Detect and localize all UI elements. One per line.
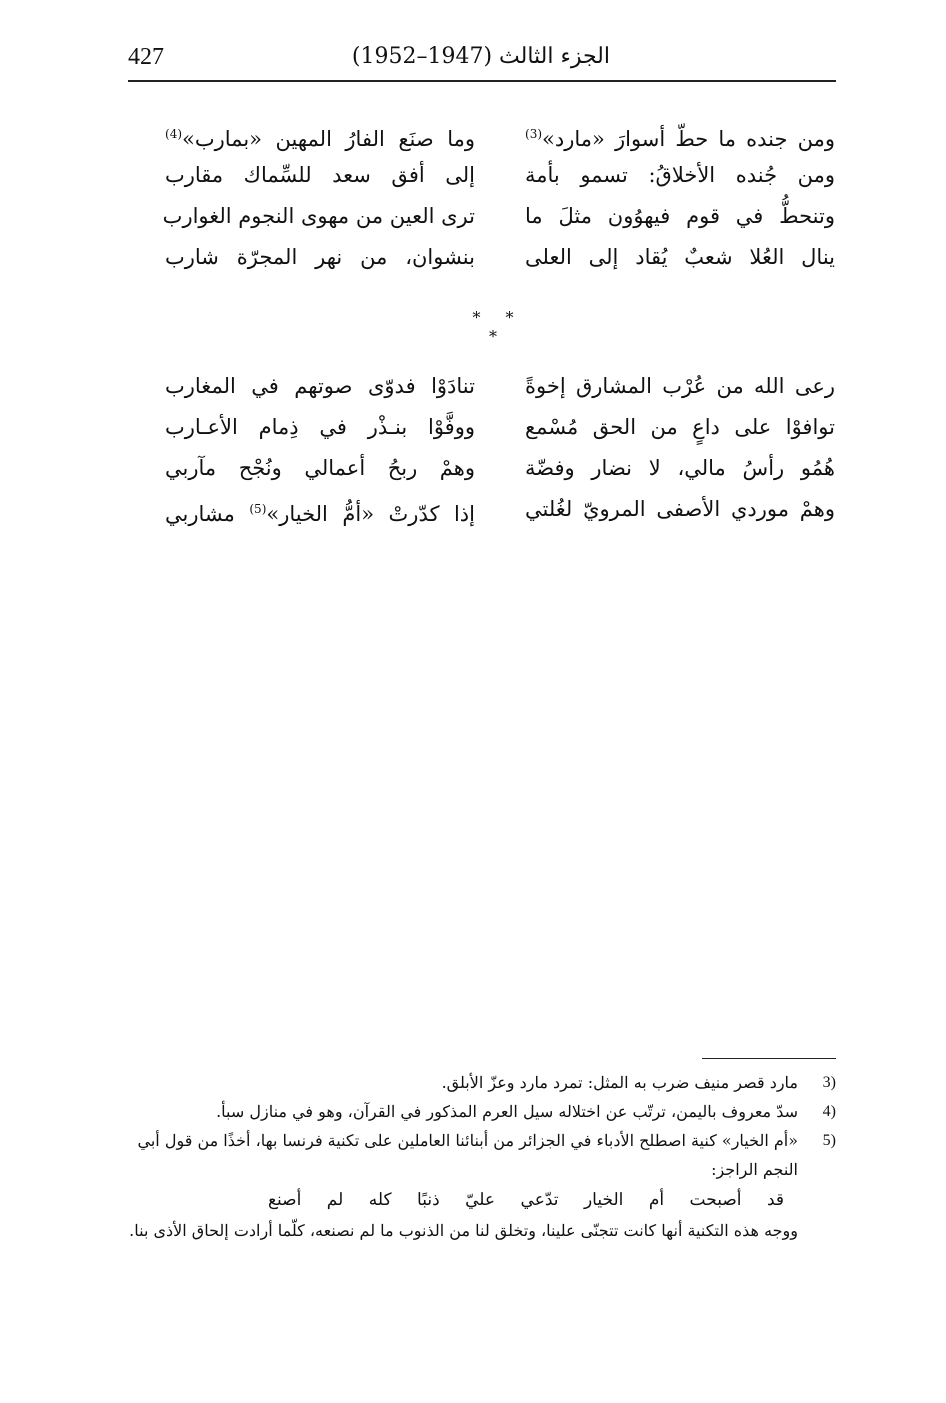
verse-line: [165, 159, 835, 200]
footnote-item: [128, 1068, 836, 1097]
footnotes: [128, 1068, 836, 1245]
footnote-text: «أم الخيار» كنية اصطلح الأدباء في الجزائر من أبنائنا العاملين على تكنية فرنسا بها، أخذًا من قول أبي النجم الراجز:: [137, 1131, 798, 1179]
verse-line: [165, 493, 835, 534]
footnote-text: سدّ معروف باليمن، ترتّب عن اختلاله سيل العرم المذكور في القرآن، وهو في منازل سبأ.: [216, 1102, 798, 1121]
verse-second-hemistich: بنشوان، من نهر المجرّة شارب: [165, 245, 475, 269]
verse-second-hemistich: وهمْ ربحُ أعمالي ونُجْح مآربي: [165, 456, 475, 480]
section-separator: * * *: [472, 308, 524, 346]
poem-stanza-1: [162, 118, 835, 282]
verse-second-hemistich: إذا كدّرتْ «أمُّ الخيار»$^{(5)}$ مشاربي: [165, 502, 475, 526]
footnote-continuation: ووجه هذه التكنية أنها كانت تتجنّى علينا، وتخلق لنا من الذنوب ما لم نصنعه، كلّما أرادت إلحاق الأذى بنا.: [129, 1221, 798, 1240]
verse-second-hemistich: ترى العين من مهوى النجوم الغوارب: [162, 204, 475, 228]
footnote-ref: (5): [249, 502, 267, 516]
footnote-item: [128, 1097, 836, 1126]
verse-second-hemistich: وما صنَع الفارُ المهين «بمارب»$^{(4)}$: [165, 127, 475, 151]
footnote-ref: (4): [165, 127, 183, 141]
verse-first-hemistich: توافوْا على داعٍ من الحق مُسْمع: [525, 415, 835, 439]
verse-first-hemistich: وهمْ موردي الأصفى المرويّ لغُلتي: [525, 497, 835, 521]
verse-line: [165, 370, 835, 411]
footnote-number: 3): [822, 1074, 836, 1091]
footnote-text: مارد قصر منيف ضرب به المثل: تمرد مارد وعزّ الأبلق.: [441, 1073, 798, 1092]
verse-second-hemistich: إلى أفق سعد للسِّماك مقارب: [165, 163, 475, 187]
footnote-item: [128, 1126, 836, 1184]
running-title: الجزء الثالث (1947–1952): [351, 44, 610, 69]
verse-line: [165, 411, 835, 452]
verse-first-hemistich: هُمُو رأسُ مالي، لا نضار وفضّة: [525, 456, 835, 480]
verse-line: [165, 118, 835, 159]
footnote-rule: [702, 1058, 836, 1059]
verse-line: [165, 452, 835, 493]
page-number: 427: [128, 44, 164, 70]
verse-first-hemistich: ومن جنده ما حطّ أسوارَ «مارد»$^{(3)}$: [525, 127, 835, 151]
verse-line: [165, 241, 835, 282]
verse-second-hemistich: تنادَوْا فدوّى صوتهم في المغارب: [165, 374, 475, 398]
verse-first-hemistich: ينال العُلا شعبٌ يُقاد إلى العلى: [525, 245, 835, 269]
page-header: [128, 40, 836, 78]
footnote-number: 5): [822, 1132, 836, 1149]
verse-first-hemistich: وتنحطُّ في قوم فيهوُون مثلَ ما: [525, 204, 835, 228]
footnote-number: 4): [822, 1103, 836, 1120]
poem-stanza-2: [165, 370, 835, 534]
verse-second-hemistich: ووفَّوْا بنـذْر في ذِمام الأعـارب: [165, 415, 475, 439]
verse-first-hemistich: رعى الله من عُرْب المشارق إخوةً: [525, 374, 835, 398]
verse-line: [162, 200, 835, 241]
footnote-quoted-verse: قد أصبحت أم الخيار تدّعي عليّ ذنبًا كله لم أصنع: [268, 1190, 784, 1210]
footnote-ref: (3): [525, 127, 543, 141]
header-rule: [128, 80, 836, 82]
verse-first-hemistich: ومن جُنده الأخلاقُ: تسمو بأمة: [525, 163, 835, 187]
